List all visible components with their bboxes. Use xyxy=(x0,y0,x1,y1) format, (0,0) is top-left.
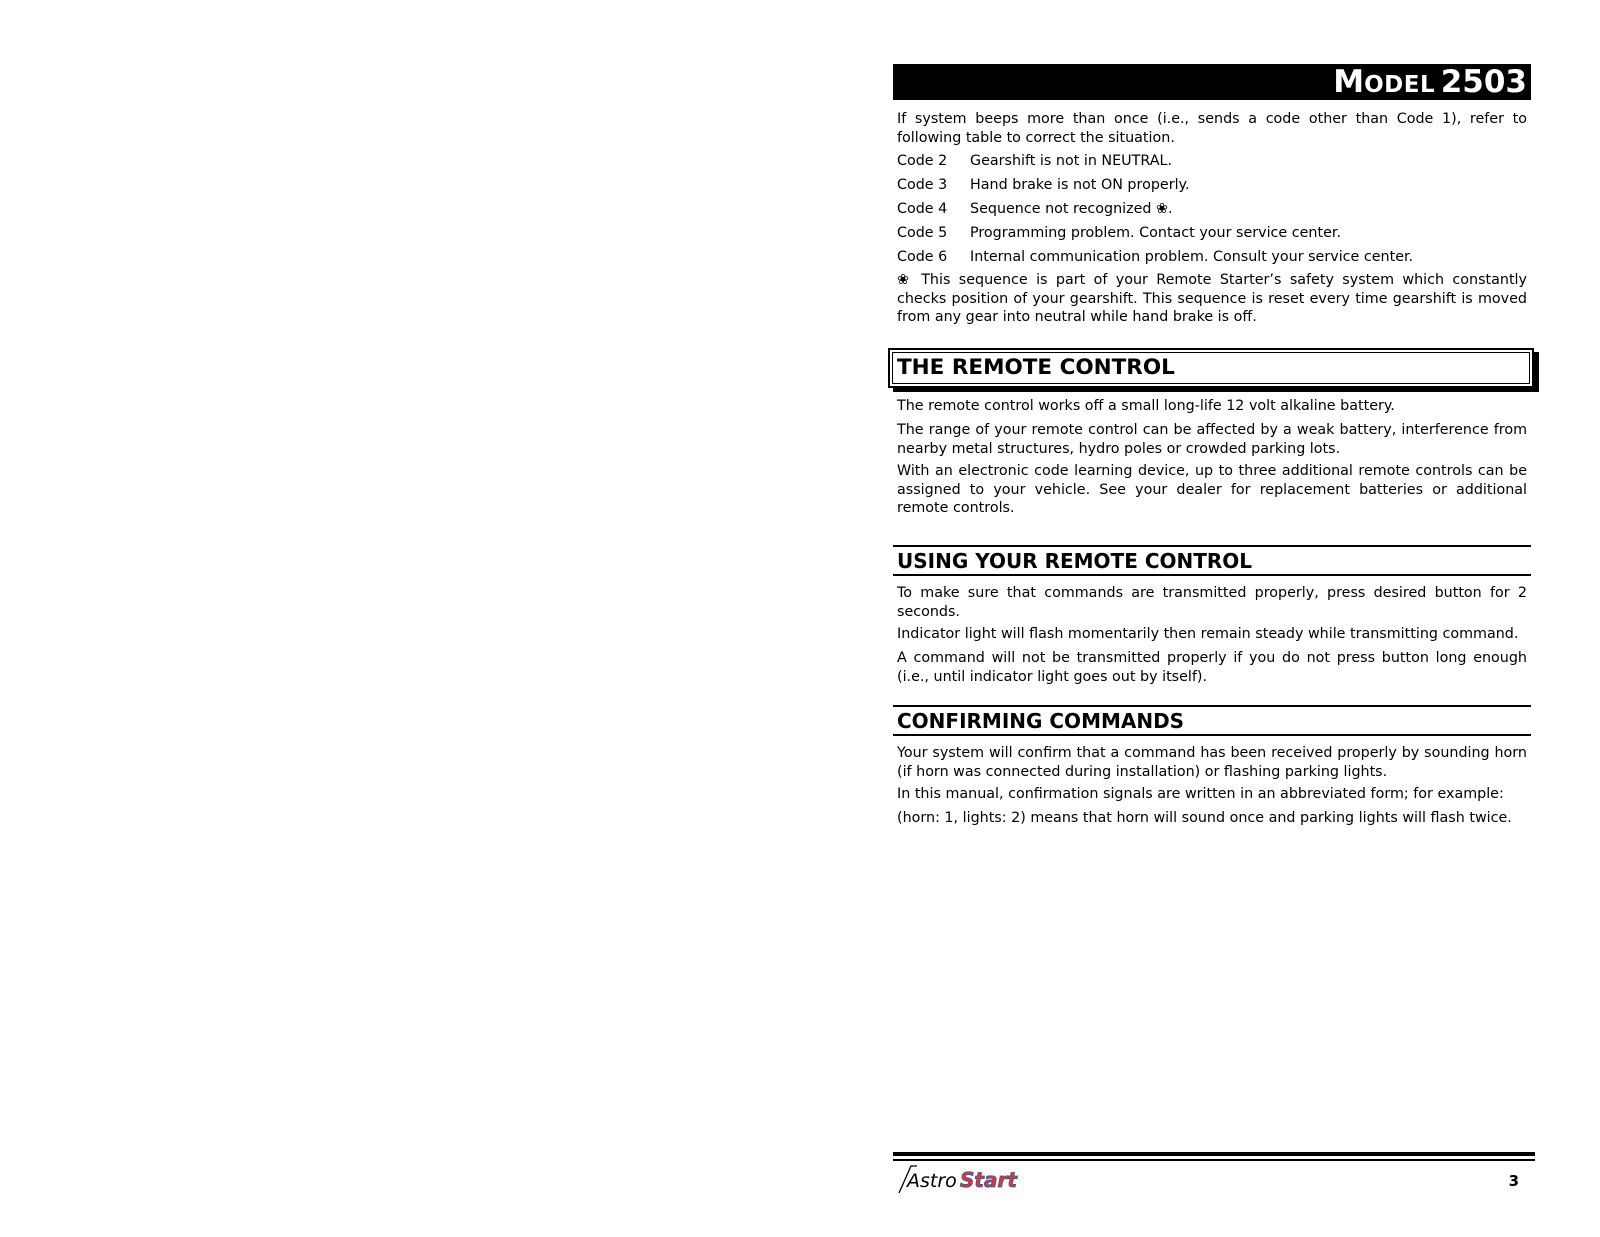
code-label: Code 6 xyxy=(897,249,948,265)
remote-paragraph: The remote control works off a small long-life 12 volt alkaline battery. xyxy=(897,398,1395,414)
using-paragraph: A command will not be transmitted properly if you do not press button long enough (i.e., until indicator light goes out by itself). xyxy=(897,650,1527,685)
logo-text-astro: Astro xyxy=(907,1170,957,1192)
code-row xyxy=(897,152,1527,171)
remote-control-title: THE REMOTE CONTROL xyxy=(897,355,1175,380)
remote-paragraph: The range of your remote control can be affected by a weak battery, interference from nearby metal structures, hydro poles or crowded parking lots. xyxy=(897,422,1527,457)
footer-rule xyxy=(893,1152,1535,1156)
model-header-bar xyxy=(893,64,1531,100)
code-label: Code 5 xyxy=(897,225,948,241)
code-description: Hand brake is not ON properly. xyxy=(970,177,1190,193)
using-remote-title: USING YOUR REMOTE CONTROL xyxy=(893,545,1531,576)
model-prefix-small: ODEL xyxy=(1364,72,1436,98)
footer-rule-thin xyxy=(893,1159,1535,1161)
confirming-commands-title: CONFIRMING COMMANDS xyxy=(893,705,1531,736)
remote-paragraph: With an electronic code learning device, up to three additional remote controls can be assigned to your vehicle. See your dealer for replacement batteries or additional remote controls. xyxy=(897,463,1527,516)
model-number: 2503 xyxy=(1440,64,1527,100)
code-description: Gearshift is not in NEUTRAL. xyxy=(970,153,1172,169)
remote-control-title-box xyxy=(888,348,1534,388)
sequence-note: ❀ This sequence is part of your Remote Starter’s safety system which constantly checks position of your gearshift. This sequence is reset every time gearshift is moved from any gear into neutral while hand brake is off. xyxy=(897,272,1527,325)
logo-text-start: Start xyxy=(960,1168,1017,1192)
using-paragraph: To make sure that commands are transmitted properly, press desired button for 2 seconds. xyxy=(897,585,1527,620)
code-row xyxy=(897,176,1527,195)
intro-paragraph: If system beeps more than once (i.e., sends a code other than Code 1), refer to following table to correct the situation. xyxy=(897,111,1527,146)
code-label: Code 3 xyxy=(897,177,948,193)
code-label: Code 2 xyxy=(897,153,948,169)
manual-page xyxy=(893,64,1533,1204)
page-number: 3 xyxy=(1508,1172,1519,1190)
code-description: Sequence not recognized ❀. xyxy=(970,201,1173,217)
code-row xyxy=(897,200,1527,219)
code-description: Programming problem. Contact your service center. xyxy=(970,225,1341,241)
confirming-paragraph: In this manual, confirmation signals are written in an abbreviated form; for example: xyxy=(897,786,1504,802)
code-row xyxy=(897,224,1527,243)
confirming-paragraph: Your system will confirm that a command has been received properly by sounding horn (if horn was connected during installation) or flashing parking lights. xyxy=(897,745,1527,780)
code-description: Internal communication problem. Consult your service center. xyxy=(970,249,1414,265)
confirming-paragraph: (horn: 1, lights: 2) means that horn will sound once and parking lights will flash twice. xyxy=(897,810,1512,826)
model-prefix-big: M xyxy=(1333,64,1365,100)
code-label: Code 4 xyxy=(897,201,948,217)
code-row xyxy=(897,248,1527,267)
astrostart-logo xyxy=(897,1163,1027,1195)
using-paragraph: Indicator light will flash momentarily then remain steady while transmitting command. xyxy=(897,626,1519,642)
